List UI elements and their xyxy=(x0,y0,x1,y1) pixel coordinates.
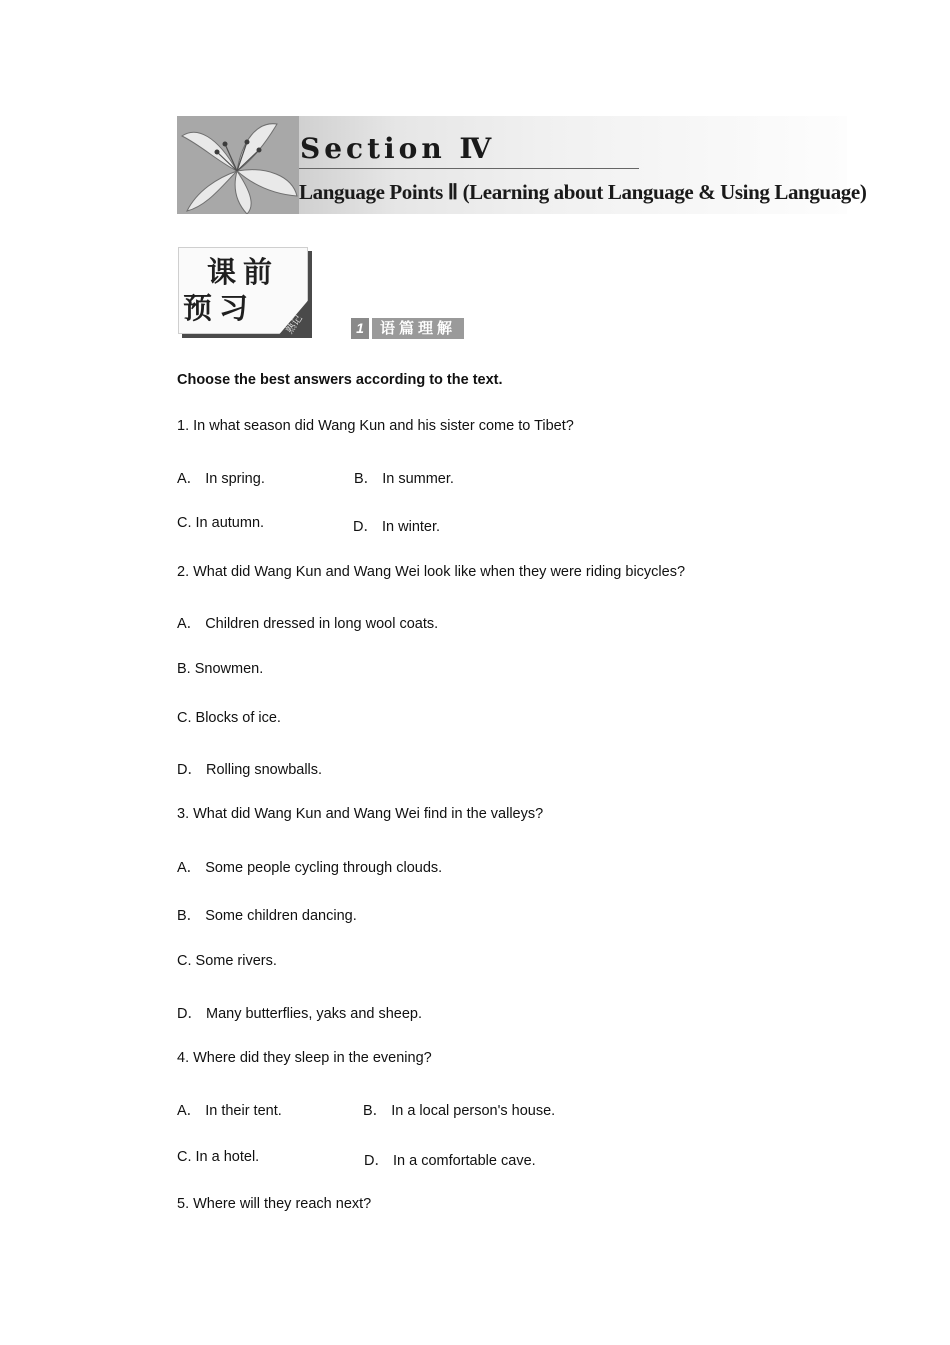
question-2-option-c: C. Blocks of ice. xyxy=(177,710,281,726)
lily-flower-image xyxy=(177,116,299,214)
question-4-option-a: A． In their tent. xyxy=(177,1103,282,1119)
tag-number: 1 xyxy=(351,318,369,339)
section-subtitle: Language Points Ⅱ (Learning about Language & Using Language) xyxy=(299,180,867,204)
question-4-stem: 4. Where did they sleep in the evening? xyxy=(177,1050,432,1066)
question-4-option-b: B． In a local person's house. xyxy=(363,1103,556,1119)
corner-label: 熟记 xyxy=(284,313,305,336)
question-1-option-a: A． In spring. xyxy=(177,471,265,487)
question-3-stem: 3. What did Wang Kun and Wang Wei find in the valleys? xyxy=(177,806,544,822)
question-3-option-c: C. Some rivers. xyxy=(177,953,277,969)
section-title: Section Ⅳ xyxy=(300,132,496,165)
question-3-option-d: D． Many butterflies, yaks and sheep. xyxy=(177,1006,423,1022)
question-2-option-b: B. Snowmen. xyxy=(177,661,264,677)
question-4-option-d: D． In a comfortable cave. xyxy=(364,1153,536,1169)
question-5-stem: 5. Where will they reach next? xyxy=(177,1196,372,1212)
question-2-option-d: D． Rolling snowballs. xyxy=(177,762,323,778)
question-1-option-d: D． In winter. xyxy=(353,519,441,535)
preview-box xyxy=(178,247,308,334)
question-2-option-a: A． Children dressed in long wool coats. xyxy=(177,616,439,632)
section-banner xyxy=(177,116,867,214)
preview-label-line2: 预习 xyxy=(183,291,256,325)
question-1-option-b: B． In summer. xyxy=(354,471,454,487)
question-3-option-b: B． Some children dancing. xyxy=(177,908,357,924)
question-2-stem: 2. What did Wang Kun and Wang Wei look like when they were riding bicycles? xyxy=(177,564,686,580)
question-1-option-c: C. In autumn. xyxy=(177,515,265,531)
instruction: Choose the best answers according to the text. xyxy=(177,372,503,388)
question-4-option-c: C. In a hotel. xyxy=(177,1149,260,1165)
question-3-option-a: A． Some people cycling through clouds. xyxy=(177,860,443,876)
preview-label-line1: 课前 xyxy=(207,255,280,289)
question-1-stem: 1. In what season did Wang Kun and his sister come to Tibet? xyxy=(177,418,574,434)
title-divider xyxy=(299,168,639,169)
reading-tag xyxy=(351,318,464,339)
tag-label: 语篇理解 xyxy=(372,318,464,339)
